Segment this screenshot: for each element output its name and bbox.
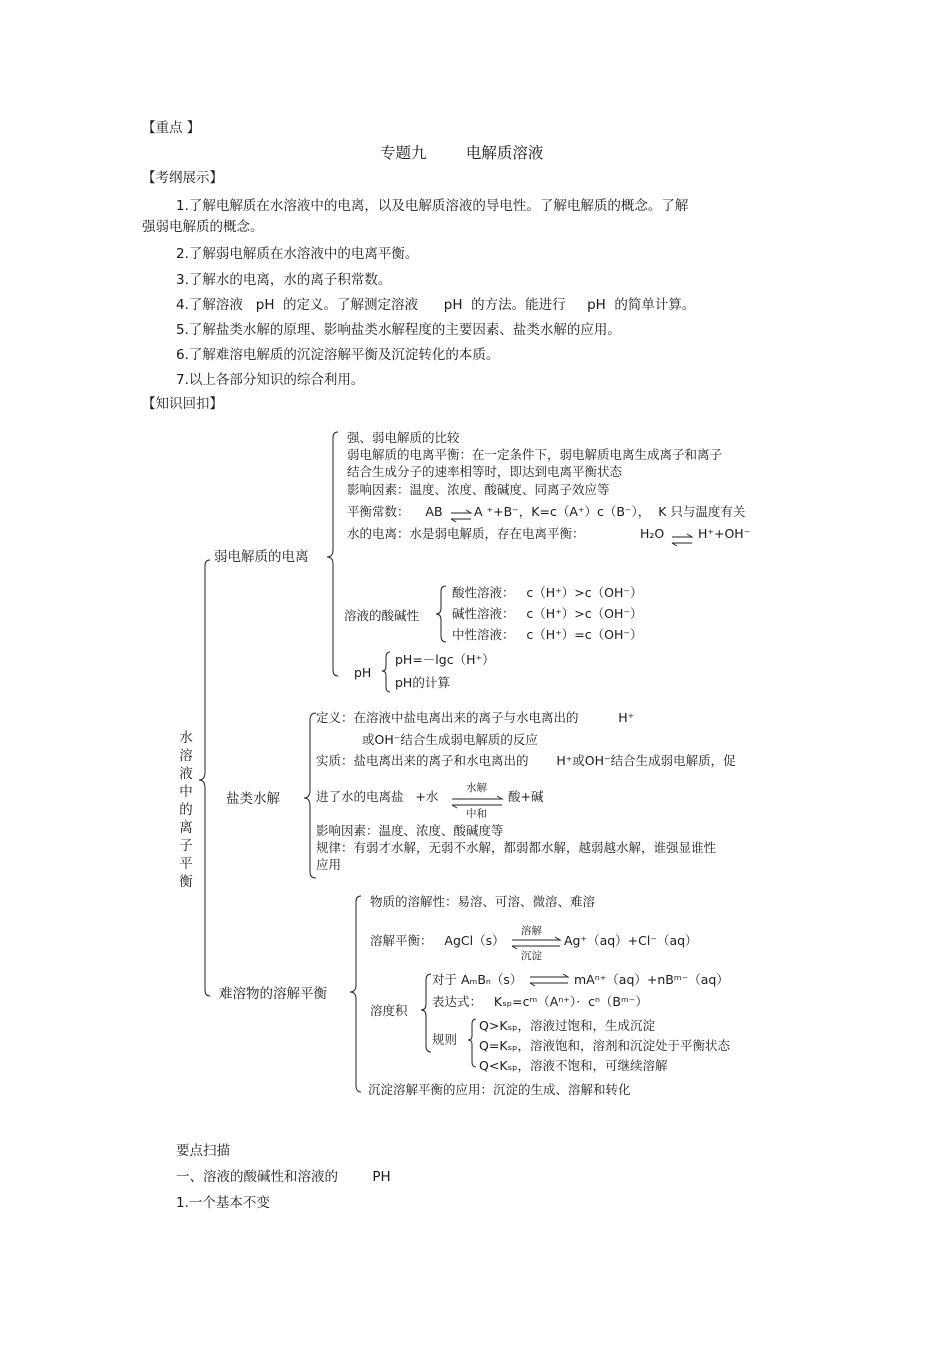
rules-brace	[468, 1019, 476, 1067]
hydrolysis-definition: 定义：在溶液中盐电离出来的离子与水电离出的 H⁺	[316, 710, 635, 725]
hydrolysis-rule: 规律：有弱才水解，无弱不水解，都弱都水解，越弱越水解，谁强显谁性	[316, 840, 717, 855]
scan-item-1: 1.一个基本不变	[176, 1195, 270, 1211]
water-ionization: 水的电离：水是弱电解质，存在电离平衡：	[347, 526, 585, 541]
root-brace	[199, 560, 210, 996]
basic-solution: 碱性溶液： c（H⁺）>c（OH⁻）	[452, 606, 643, 621]
hydrolysis-label: 盐类水解	[226, 791, 280, 807]
solubility-line: 物质的溶解性：易溶、可溶、微溶、难溶	[370, 894, 596, 909]
water-ions: H⁺+OH⁻	[698, 526, 751, 541]
dissolution-equation-post: Ag⁺（aq）+Cl⁻（aq）	[564, 933, 698, 948]
hydrolysis-brace	[304, 713, 316, 878]
syllabus-item-2: 2.了解弱电解质在水溶液中的电离平衡。	[176, 246, 419, 262]
ph-calculation: pH的计算	[395, 675, 450, 690]
scan-section-1: 一、溶液的酸碱性和溶液的 PH	[176, 1169, 391, 1185]
page-title: 专题九 电解质溶液	[380, 144, 544, 162]
ph-label: pH	[354, 665, 372, 680]
root-char: 液	[179, 766, 193, 782]
root-char: 中	[179, 784, 193, 800]
dissolution-equation-pre: 溶解平衡： AgCl（s）	[370, 933, 505, 948]
weak-electrolyte-label: 弱电解质的电离	[214, 549, 309, 565]
syllabus-item-1-cont: 强弱电解质的概念。	[142, 219, 264, 235]
water-formula: H₂O	[640, 526, 665, 541]
root-char: 衡	[179, 874, 193, 890]
ksp-for-post: mAⁿ⁺（aq）+nBᵐ⁻（aq）	[574, 972, 729, 987]
equilibrium-arrow-water	[672, 534, 692, 546]
syllabus-item-7: 7.以上各部分知识的综合利用。	[176, 372, 365, 388]
equilibrium-arrow-ab	[451, 510, 471, 522]
ksp-brace	[421, 974, 431, 1052]
hydrolysis-essence: 实质：盐电离出来的离子和水电离出的 H⁺或OH⁻结合生成弱电解质，促	[316, 753, 736, 768]
ksp-expression: 表达式： Kₛₚ=cᵐ（Aⁿ⁺）· cⁿ（Bᵐ⁻）	[432, 994, 648, 1009]
ksp-rule-saturated: Q=Kₛₚ，溶液饱和，溶剂和沉淀处于平衡状态	[479, 1038, 731, 1053]
hydrolysis-application: 应用	[316, 857, 342, 872]
root-char: 子	[179, 838, 193, 854]
syllabus-item-4: 4.了解溶液 pH 的定义。了解测定溶液 pH 的方法。能进行 pH 的简单计算。	[176, 297, 696, 313]
root-char: 溶	[179, 748, 193, 764]
weak-constant-pre: 平衡常数： AB	[347, 504, 443, 519]
root-char: 平	[179, 856, 193, 872]
hydrolysis-factors: 影响因素：温度、浓度、酸碱度等	[316, 823, 504, 838]
acidbase-label: 溶液的酸碱性	[344, 608, 420, 623]
root-char: 离	[179, 820, 193, 836]
ksp-arrow	[530, 974, 568, 986]
ksp-rule-label: 规则	[432, 1032, 458, 1047]
weak-equilibrium-cont: 结合生成分子的速率相等时，即达到电离平衡状态	[347, 464, 623, 479]
weak-equilibrium: 弱电解质的电离平衡：在一定条件下，弱电解质电离生成离子和离子	[347, 447, 723, 462]
root-char: 的	[179, 802, 193, 818]
syllabus-item-6: 6.了解难溶电解质的沉淀溶解平衡及沉淀转化的本质。	[176, 347, 500, 363]
ksp-label: 溶度积	[370, 1003, 408, 1018]
weak-brace	[327, 432, 338, 676]
scan-heading: 要点扫描	[176, 1143, 230, 1159]
ph-definition: pH=－lgc（H⁺）	[395, 652, 495, 667]
hydrolysis-arrow-top: 水解	[466, 782, 487, 794]
solubility-application: 沉淀溶解平衡的应用：沉淀的生成、溶解和转化	[368, 1082, 631, 1097]
syllabus-label: 【考纲展示】	[142, 170, 223, 186]
ksp-rule-supersaturated: Q>Kₛₚ，溶液过饱和，生成沉淀	[479, 1018, 656, 1033]
solubility-brace	[350, 896, 361, 1092]
ksp-for: 对于 AₘBₙ（s）	[432, 972, 523, 987]
weak-constant-post: A ⁺+B⁻，K=c（A⁺）c（B⁻）， K 只与温度有关	[474, 504, 746, 519]
hydrolysis-arrow-bottom: 中和	[466, 808, 487, 820]
solubility-label: 难溶物的溶解平衡	[219, 986, 327, 1002]
weak-factors: 影响因素：温度、浓度、酸碱度、同离子效应等	[347, 482, 610, 497]
knowledge-label: 【知识回扣】	[142, 396, 223, 412]
acidbase-brace	[436, 586, 446, 642]
syllabus-item-5: 5.了解盐类水解的原理、影响盐类水解程度的主要因素、盐类水解的应用。	[176, 322, 621, 338]
syllabus-item-1: 1.了解电解质在水溶液中的电离，以及电解质溶液的导电性。了解电解质的概念。了解	[176, 198, 689, 214]
root-label	[177, 729, 195, 891]
ksp-rule-unsaturated: Q<Kₛₚ，溶液不饱和，可继续溶解	[479, 1058, 668, 1073]
hydrolysis-arrow	[452, 796, 502, 808]
acidic-solution: 酸性溶液： c（H⁺）>c（OH⁻）	[452, 585, 643, 600]
neutral-solution: 中性溶液： c（H⁺）=c（OH⁻）	[452, 627, 643, 642]
ph-brace	[382, 652, 390, 692]
root-char: 水	[179, 730, 193, 746]
syllabus-item-3: 3.了解水的电离，水的离子积常数。	[176, 272, 392, 288]
hydrolysis-definition-cont: 或OH⁻结合生成弱电解质的反应	[362, 732, 538, 747]
dissolution-arrow-bottom: 沉淀	[521, 950, 542, 962]
hydrolysis-equation-pre: 进了水的电离盐 +水	[316, 789, 439, 804]
focus-label: 【重点 】	[142, 120, 201, 136]
dissolution-arrow	[512, 937, 560, 949]
dissolution-arrow-top: 溶解	[521, 925, 542, 937]
weak-compare: 强、弱电解质的比较	[347, 430, 460, 445]
hydrolysis-equation-post: 酸+碱	[508, 789, 544, 804]
